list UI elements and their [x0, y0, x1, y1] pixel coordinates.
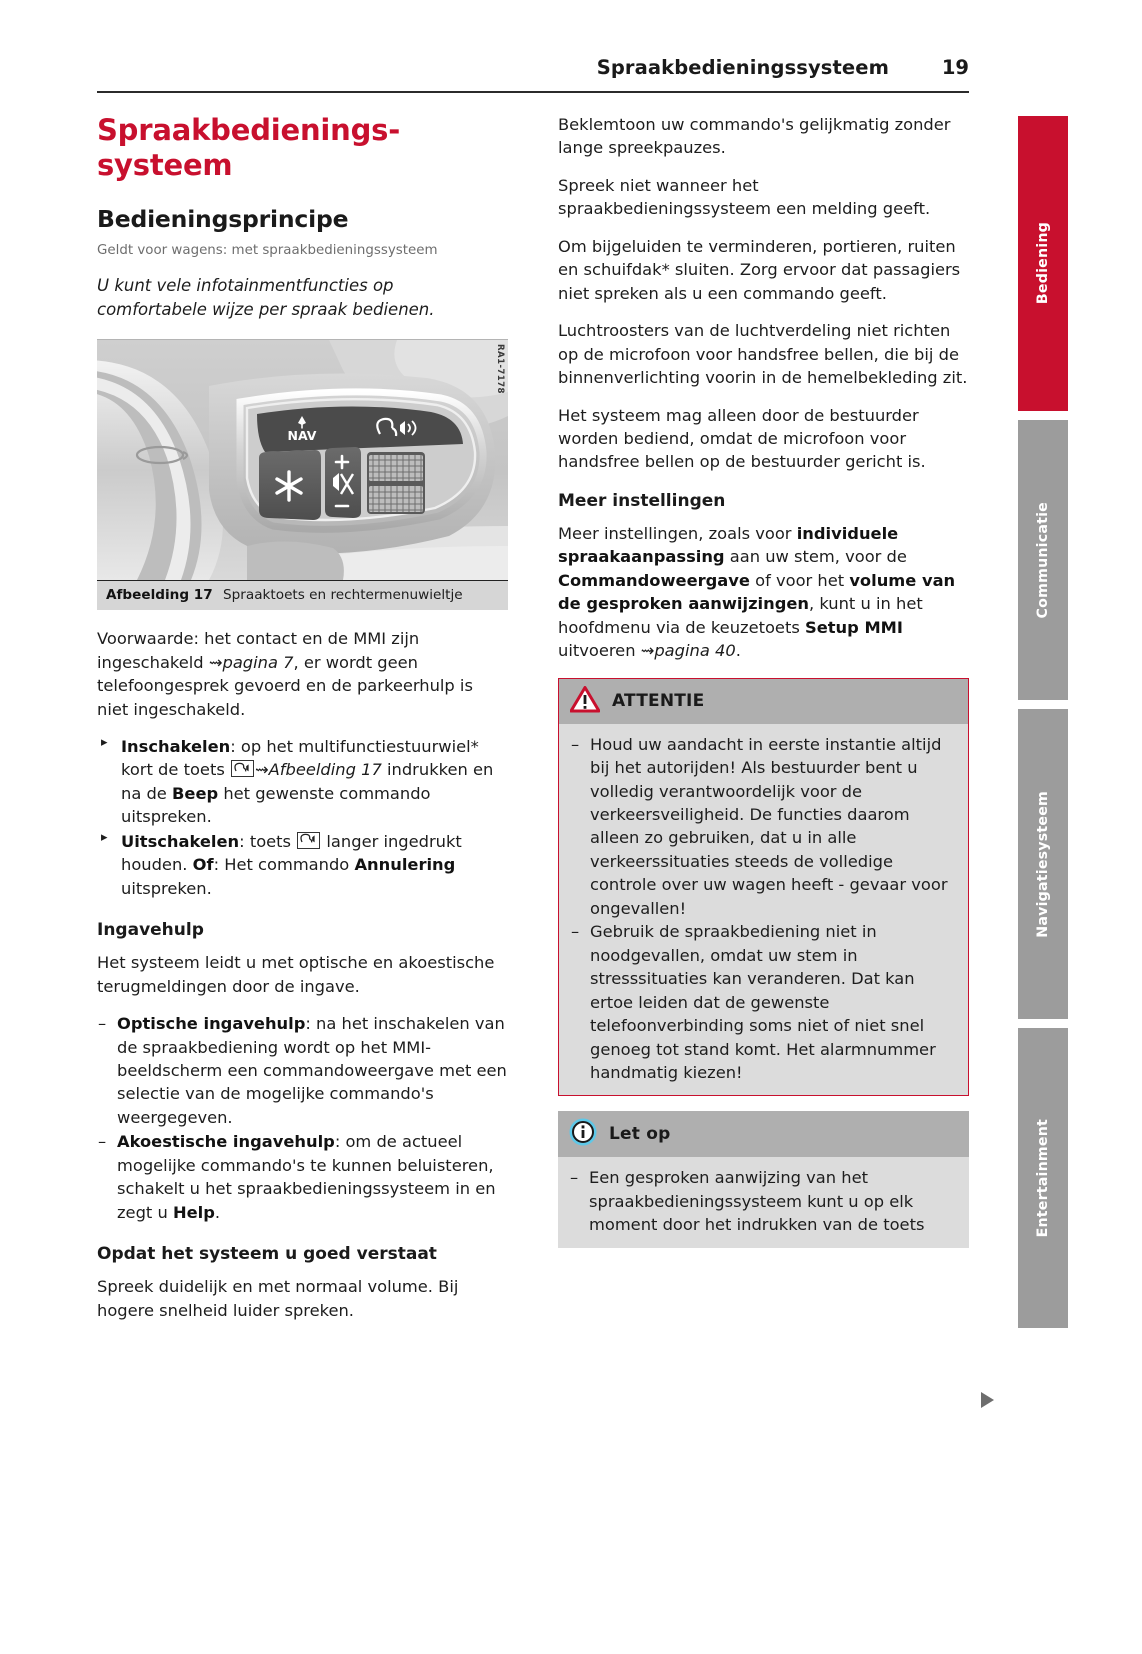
ingavehulp-list [97, 1012, 508, 1224]
header-title: Spraakbedieningssysteem [596, 56, 889, 79]
note-box-title: Let op [609, 1124, 671, 1145]
uitschakelen-label: Uitschakelen [121, 831, 240, 851]
meer-b2: Commandoweergave [558, 570, 750, 590]
akoestische-bold-help: Help [172, 1202, 215, 1222]
procedure-list [97, 735, 508, 900]
inschakelen-text-2: indrukken en na de [121, 760, 494, 803]
warning-triangle-icon [570, 686, 600, 717]
heading-verstaat: Opdat het systeem u goed verstaat [97, 1244, 437, 1265]
sidebar-item-label: Communicatie [1035, 501, 1051, 619]
meer-page-ref[interactable]: pagina 40 [654, 641, 736, 661]
uitschakelen-text-1: : toets [239, 831, 297, 851]
optische-text: : na het inschakelen van de spraakbediening wordt op het MMI-beeldscherm een commandoweergave met een selectie van de mogelijke commando's weergegeven. [117, 1014, 507, 1127]
meer-t1: Meer instellingen, zoals voor [558, 523, 797, 543]
warning-box-header [559, 679, 968, 724]
speech-key-icon [231, 760, 254, 777]
sidebar-item-label: Bediening [1035, 222, 1051, 305]
note-box-body [558, 1157, 969, 1247]
voorwaarde-page-ref[interactable]: pagina 7 [222, 652, 294, 672]
svg-text:NAV: NAV [287, 428, 317, 444]
paragraph-ingavehulp-intro: Het systeem leidt u met optische en akoestische terugmeldingen door de ingave. [97, 953, 495, 996]
list-item-akoestische-ingavehulp [97, 1130, 508, 1224]
inschakelen-figure-ref[interactable]: Afbeelding 17 [268, 760, 382, 780]
meer-t3: of voor het [749, 570, 850, 590]
voorwaarde-text-1: Voorwaarde: het contact en de MMI zijn ingeschakeld [97, 629, 420, 672]
akoestische-text-2: . [214, 1202, 221, 1222]
note-item-1: – Een gesproken aanwijzing van het spraakbedieningssysteem kunt u op elk moment door het indrukken van de toets [569, 1166, 955, 1236]
figure-code: RA1-7178 [495, 344, 505, 395]
meer-b4: Setup MMI [805, 617, 903, 637]
inschakelen-bold-beep: Beep [172, 783, 219, 803]
right-menu-wheel [367, 452, 425, 514]
paragraph-luchtroosters: Luchtroosters van de luchtverdeling niet richten op de microfoon voor handsfree bellen, die bij de binnenverlichting voorin in de hemelbekleding zit. [558, 321, 968, 388]
speech-key-icon [297, 832, 320, 849]
meer-t4: , kunt u in het hoofdmenu via de keuzetoets [558, 594, 923, 637]
list-item-inschakelen [97, 735, 508, 829]
meer-t2: aan uw stem, voor de [724, 547, 907, 567]
paragraph-bijgeluiden: Om bijgeluiden te verminderen, portieren, ruiten en schuifdak* sluiten. Zorg ervoor dat passagiers niet spreken als u een commando geeft. [558, 236, 961, 303]
figure-17 [97, 339, 508, 610]
meer-b3: volume van de gesproken aanwijzingen [558, 570, 956, 614]
sidebar-item-label: Entertainment [1035, 1118, 1051, 1238]
paragraph-bestuurder: Het systeem mag alleen door de bestuurder worden bediend, omdat de microfoon voor handsfree bellen op de bestuurder gericht is. [558, 405, 926, 472]
figure-caption-text: Spraaktoets en rechtermenuwieltje [223, 587, 463, 604]
inschakelen-label: Inschakelen [121, 737, 231, 757]
steering-wheel-svg [97, 340, 508, 580]
validity-note: Geldt voor wagens: met spraakbedieningssysteem [97, 242, 438, 258]
paragraph-beklemtoon: Beklemtoon uw commando's gelijkmatig zonder lange spreekpauzes. [558, 115, 951, 158]
warning-item-2: – Gebruik de spraakbediening niet in noodgevallen, omdat uw stem in stresssituaties kan veranderen. Dat kan ertoe leiden dat de gewenste telefoonverbinding soms niet of niet snel genoeg tot stand komt. Het alarmnummer handmatig kiezen! [570, 920, 954, 1084]
page-title: Spraakbedienings- systeem [97, 113, 401, 183]
meer-t5: uitvoeren [558, 641, 641, 661]
note-box [558, 1111, 969, 1247]
continuation-arrow-icon [981, 1392, 994, 1408]
sidebar-item-communicatie[interactable] [1018, 420, 1068, 700]
warning-box [558, 678, 969, 1097]
sidebar-item-navigatiesysteem[interactable] [1018, 709, 1068, 1019]
heading-ingavehulp: Ingavehulp [97, 920, 204, 941]
heading-meer-instellingen: Meer instellingen [558, 490, 726, 511]
figure-caption-label: Afbeelding 17 [106, 587, 213, 604]
paragraph-voorwaarde [97, 627, 508, 721]
note-box-header [558, 1111, 969, 1157]
uitschakelen-bold-annulering: Annulering [354, 855, 456, 875]
paragraph-meer-instellingen [558, 522, 969, 663]
akoestische-text-1: : om de actueel mogelijke commando's te kunnen beluisteren, schakelt u het spraakbedieningssysteem in en zegt u [117, 1132, 496, 1222]
section-heading: Bedieningsprincipe [97, 204, 349, 233]
voorwaarde-text-2: , er wordt geen telefoongesprek gevoerd en de parkeerhulp is niet ingeschakeld. [97, 652, 473, 719]
meer-b1: individuele spraakaanpassing [558, 523, 899, 567]
page-ref-arrow-icon: ⇝ [208, 652, 223, 672]
sidebar-item-label: Navigatiesysteem [1035, 790, 1051, 938]
right-column [558, 113, 969, 1248]
akoestische-label: Akoestische ingavehulp [117, 1132, 335, 1152]
chapter-tabs [1018, 116, 1068, 1337]
steering-wheel-illustration [97, 339, 508, 580]
page-ref-arrow-icon: ⇝ [255, 760, 269, 780]
page-number: 19 [941, 56, 969, 79]
optische-label: Optische ingavehulp [117, 1014, 306, 1034]
list-item-optische-ingavehulp [97, 1012, 508, 1129]
sidebar-item-bediening[interactable] [1018, 116, 1068, 411]
info-circle-icon [569, 1118, 597, 1150]
meer-t6: . [735, 641, 741, 661]
inschakelen-text-3: het gewenste commando uitspreken. [121, 783, 431, 827]
paragraph-spreek-niet: Spreek niet wanneer het spraakbedieningssysteem een melding geeft. [558, 175, 931, 219]
list-item-uitschakelen [97, 830, 508, 900]
header-divider [97, 91, 969, 93]
warning-box-body [559, 724, 968, 1096]
inschakelen-text-1: : op het multifunctiestuurwiel* kort de toets [121, 737, 479, 780]
uitschakelen-bold-of: Of [192, 855, 214, 875]
warning-item-1: – Houd uw aandacht in eerste instantie altijd bij het autorijden! Als bestuurder bent u volledig verantwoordelijk voor de verkeersveiligheid. De functies daarom alleen zo gebruiken, dat u in alle verkeerssituaties steeds de volledige controle over uw wagen heeft - gevaar voor ongevallen! [570, 733, 954, 921]
uitschakelen-text-4: uitspreken. [121, 878, 212, 898]
warning-box-title: ATTENTIE [612, 691, 705, 712]
lead-paragraph: U kunt vele infotainmentfuncties op comfortabele wijze per spraak bedienen. [97, 276, 435, 319]
uitschakelen-text-3: : Het commando [213, 855, 355, 875]
note-list [569, 1166, 955, 1236]
left-column [97, 113, 508, 1336]
page-ref-arrow-icon: ⇝ [640, 641, 655, 661]
page-header [97, 56, 969, 79]
uitschakelen-text-2: langer ingedrukt houden. [121, 831, 462, 875]
paragraph-verstaat: Spreek duidelijk en met normaal volume. Bij hogere snelheid luider spreken. [97, 1277, 459, 1320]
warning-list [570, 733, 954, 1085]
sidebar-item-entertainment[interactable] [1018, 1028, 1068, 1328]
figure-caption [97, 580, 508, 610]
